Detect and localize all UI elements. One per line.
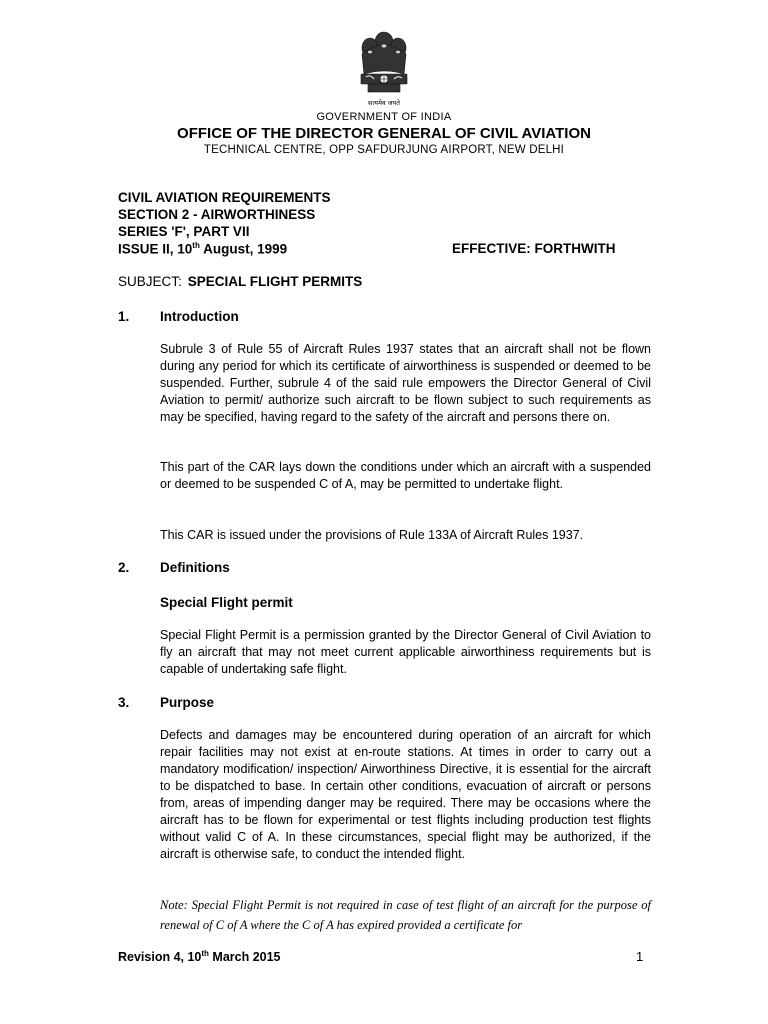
subject-label: SUBJECT: (118, 274, 182, 289)
revision-footer: Revision 4, 10th March 2015 (118, 949, 281, 965)
subject-line (118, 274, 362, 289)
subject-value: SPECIAL FLIGHT PERMITS (187, 274, 363, 289)
office-address: TECHNICAL CENTRE, OPP SAFDURJUNG AIRPORT, NEW DELHI (203, 144, 565, 156)
section-3-number: 3. (118, 695, 130, 710)
section-1-number: 1. (118, 309, 130, 324)
section-3-title: Purpose (160, 695, 215, 710)
car-title: CIVIL AVIATION REQUIREMENTS (118, 190, 331, 205)
section-1-paragraph-1: Subrule 3 of Rule 55 of Aircraft Rules 1937 states that an aircraft shall not be flown during any period for which its certificate of airworthiness is suspended or deemed to be suspended. Further, subrule 4 of the said rule empowers the Director General of Civil Aviation to permit/ authorize such aircraft to be flown subject to such requirements as may be specified, having regard to the safety of the aircraft and persons there on. (160, 342, 651, 424)
section-1-title: Introduction (160, 309, 239, 324)
section-1-paragraph-3: This CAR is issued under the provisions of Rule 133A of Aircraft Rules 1937. (160, 528, 584, 542)
section-3-paragraph-1: Defects and damages may be encountered during operation of an aircraft for which repair facilities may not exist at en-route stations. At times in order to carry out a mandatory modification/ inspection/ Airworthiness Directive, it is essential for the aircraft to be dispatched to base. In certain other conditions, evacuation of aircraft or persons from, areas of impending danger may be required. There may be occasions where the aircraft has to be flown for experimental or test flights including production test flights without valid C of A. In these circumstances, special flight may be authorized, if the aircraft is otherwise safe, to conduct the intended flight. (160, 728, 651, 861)
section-1-paragraph-2: This part of the CAR lays down the conditions under which an aircraft with a suspended or deemed to be suspended C of A, may be permitted to undertake flight. (160, 460, 651, 491)
issue-line: ISSUE II, 10th August, 1999 (118, 241, 288, 257)
car-section: SECTION 2 - AIRWORTHINESS (118, 207, 316, 222)
office-heading: OFFICE OF THE DIRECTOR GENERAL OF CIVIL AVIATION (177, 125, 591, 142)
section-2-subheading: Special Flight permit (160, 595, 293, 610)
section-2-paragraph-1: Special Flight Permit is a permission granted by the Director General of Civil Aviation to fly an aircraft that may not meet current applicable airworthiness requirements but is capable of undertaking safe flight. (160, 628, 651, 676)
effective-date: EFFECTIVE: FORTHWITH (452, 241, 616, 256)
national-emblem-icon (354, 28, 414, 110)
section-3-note: Note: Special Flight Permit is not required in case of test flight of an aircraft for the purpose of renewal of C of A where the C of A has expired provided a certificate for (160, 898, 651, 932)
section-2-title: Definitions (160, 560, 230, 575)
car-series: SERIES 'F', PART VII (118, 224, 250, 239)
section-2-number: 2. (118, 560, 130, 575)
page-number: 1 (636, 949, 644, 964)
government-heading: GOVERNMENT OF INDIA (316, 111, 452, 123)
emblem-motto: सत्यमेव जयते (368, 99, 400, 107)
